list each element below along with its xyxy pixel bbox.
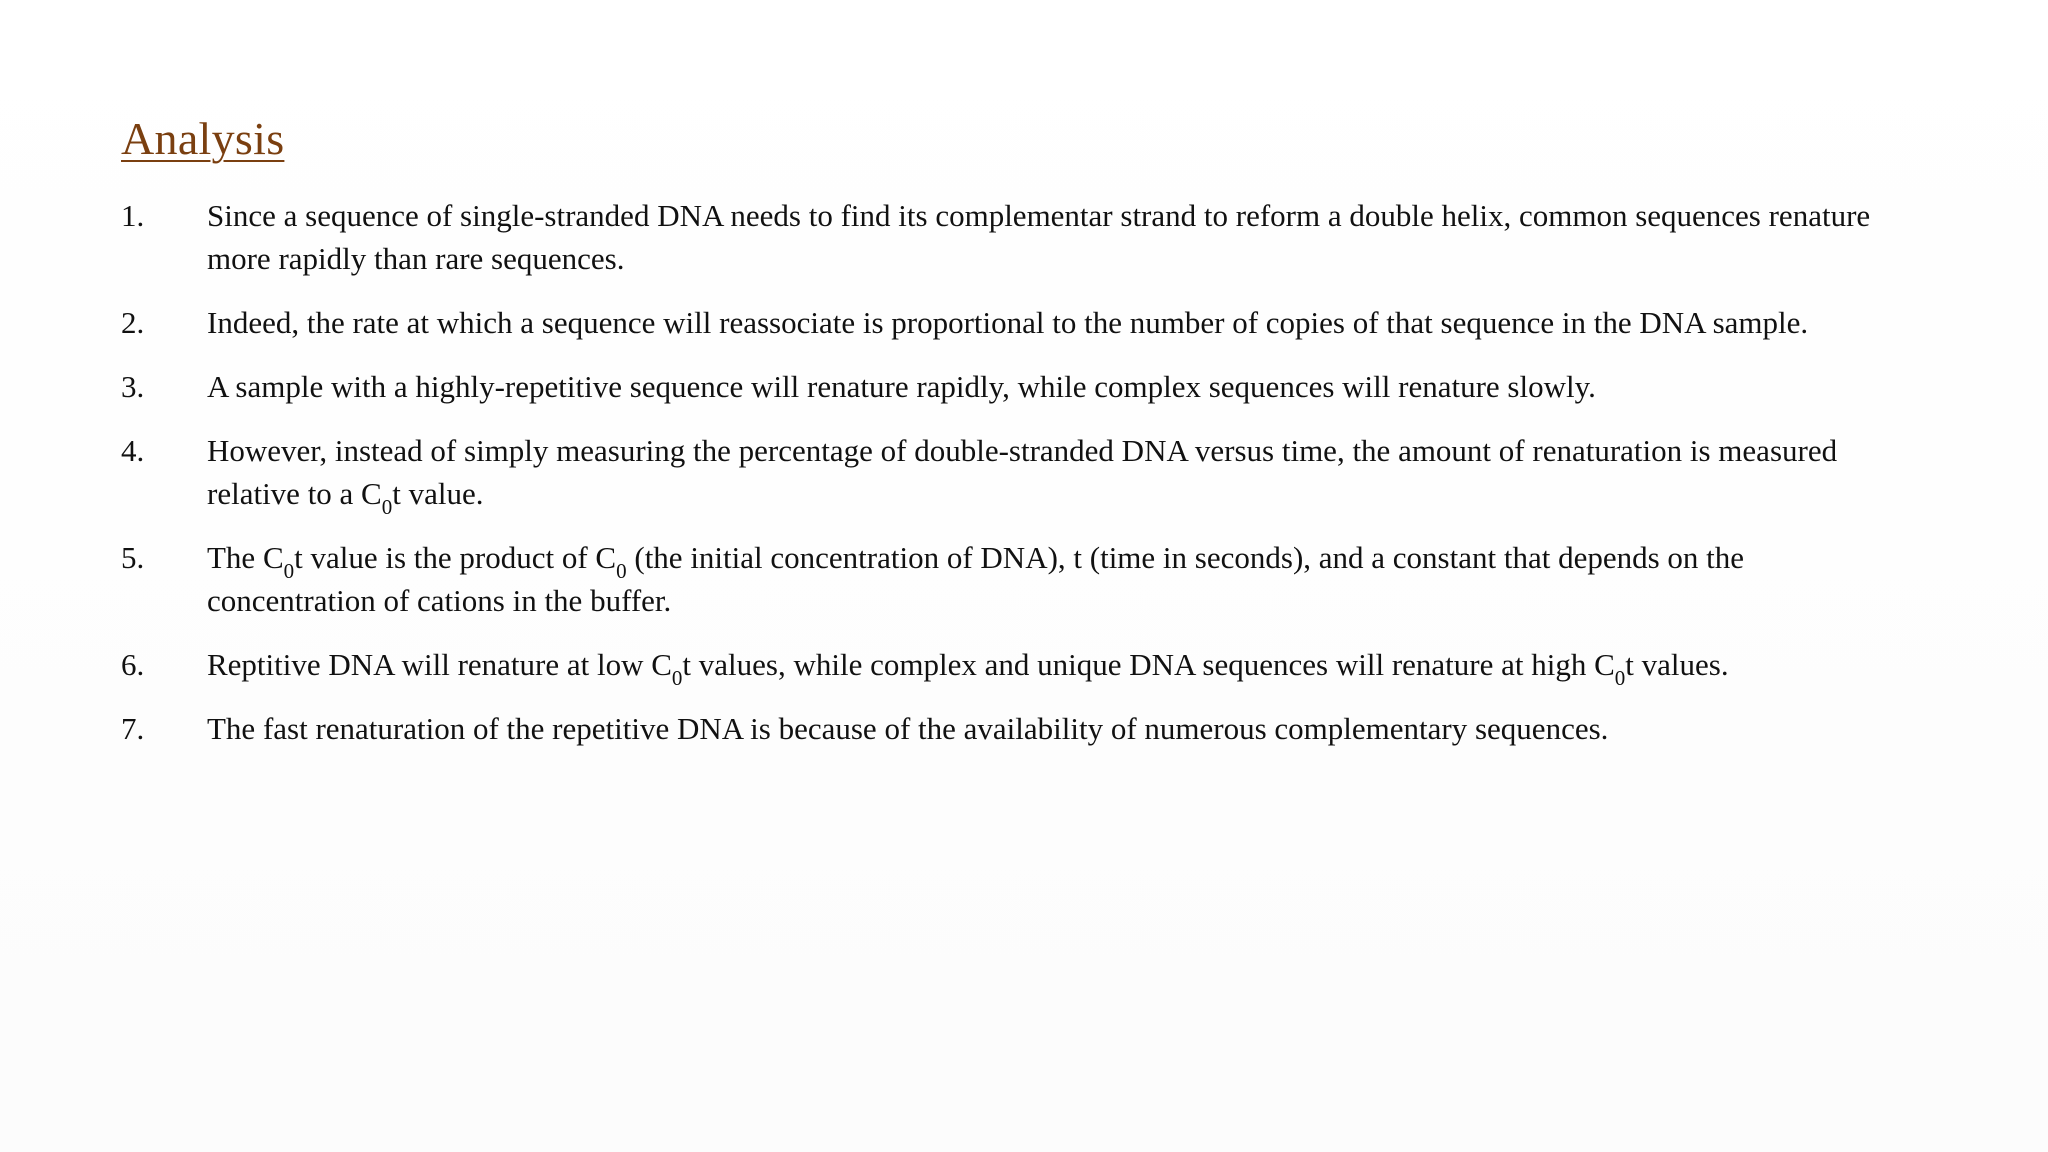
text-segment: However, instead of simply measuring the percentage of double-stranded DNA versus time, the amount of renaturation is measured relative to a C <box>207 433 1838 511</box>
list-item <box>121 643 1881 690</box>
text-segment: t value is the product of C <box>294 540 617 575</box>
analysis-list <box>121 194 1881 771</box>
text-segment: Since a sequence of single-stranded DNA needs to find its complementar strand to reform a double helix, common sequences renature more rapidly than rare sequences. <box>207 198 1871 276</box>
list-item <box>121 536 1881 622</box>
list-item <box>121 365 1881 408</box>
list-item-number: 1. <box>121 198 145 233</box>
text-segment: A sample with a highly-repetitive sequence will renature rapidly, while complex sequences will renature slowly. <box>207 369 1596 404</box>
text-segment: t values. <box>1625 647 1729 682</box>
list-item-text <box>207 301 1881 344</box>
list-item-number: 6. <box>121 647 145 682</box>
list-item-text <box>207 643 1881 690</box>
list-item <box>121 707 1881 750</box>
text-segment: Reptitive DNA will renature at low C <box>207 647 672 682</box>
list-item-text <box>207 365 1881 408</box>
list-item <box>121 429 1881 519</box>
text-segment: The fast renaturation of the repetitive DNA is because of the availability of numerous complementary sequences. <box>207 711 1609 746</box>
subscript: 0 <box>283 559 295 583</box>
subscript: 0 <box>381 495 393 519</box>
list-item-number: 2. <box>121 305 145 340</box>
list-item-text <box>207 536 1881 622</box>
list-item <box>121 194 1881 280</box>
list-item-text <box>207 707 1881 750</box>
subscript: 0 <box>671 666 683 690</box>
subscript: 0 <box>1614 666 1626 690</box>
text-segment: t value. <box>392 476 484 511</box>
text-segment: (the initial concentration of DNA), t (time in seconds), and a constant that depends on the concentration of cations in the buffer. <box>207 540 1745 618</box>
slide-title: Analysis <box>121 113 285 164</box>
list-item-number: 4. <box>121 433 145 468</box>
text-segment: Indeed, the rate at which a sequence will reassociate is proportional to the number of copies of that sequence in the DNA sample. <box>207 305 1809 340</box>
list-item-number: 5. <box>121 540 145 575</box>
list-item-text <box>207 429 1881 519</box>
list-item-text <box>207 194 1881 280</box>
text-segment: t values, while complex and unique DNA sequences will renature at high C <box>682 647 1615 682</box>
text-segment: The C <box>207 540 284 575</box>
subscript: 0 <box>616 559 627 583</box>
list-item <box>121 301 1881 344</box>
list-item-number: 3. <box>121 369 145 404</box>
list-item-number: 7. <box>121 711 145 746</box>
